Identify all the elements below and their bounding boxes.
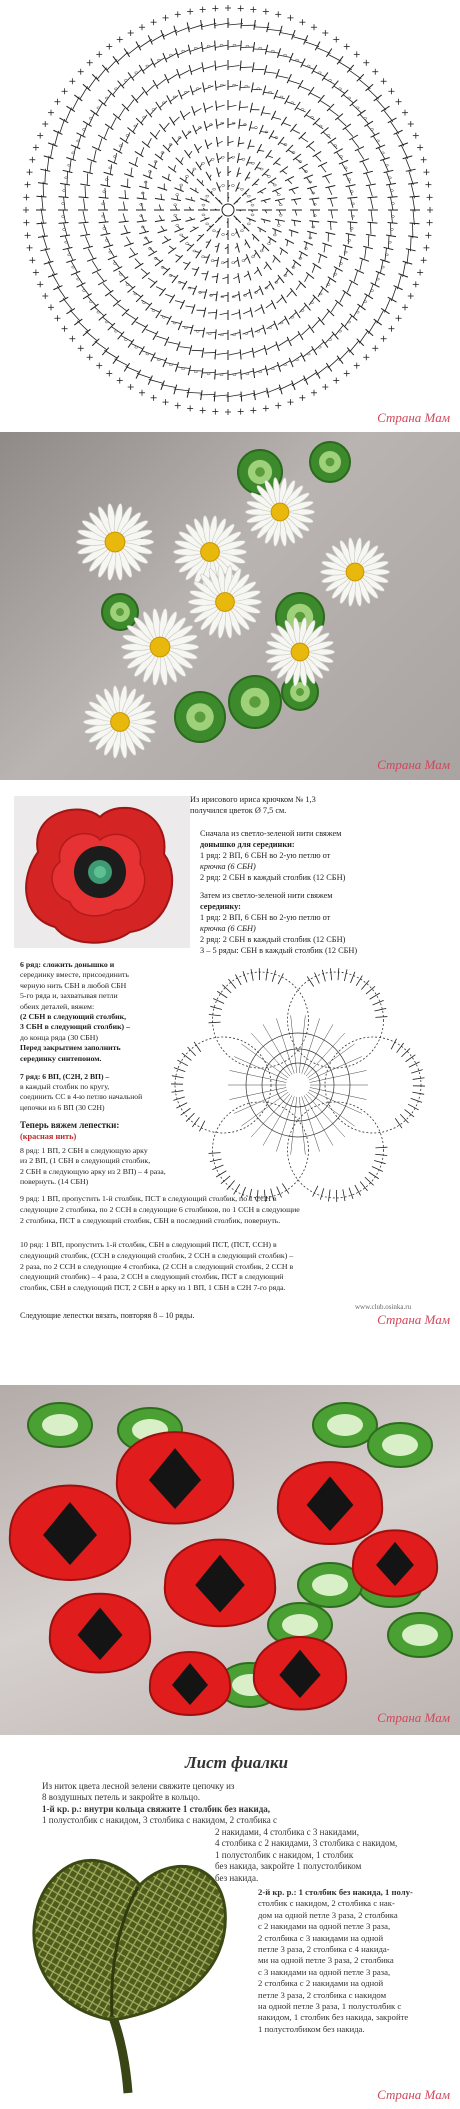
- instruction-line: следующий столбик, (ССН в следующий столбик, 2 ССН в следующий столбик) –: [20, 1250, 294, 1260]
- instruction-line: накидом, 1 столбик без накида, закройте: [258, 2012, 409, 2023]
- petals-note: (красная нить): [20, 1132, 77, 1141]
- instruction-line: Затем из светло-зеленой нити свяжем: [200, 891, 333, 900]
- instruction-line: 10 ряд: 1 ВП, пропустить 1-й столбик, СБН в следующий ПСТ, (ПСТ, ССН) в: [20, 1240, 277, 1249]
- instruction-line: столбик с накидом, 2 столбика с нак-: [258, 1898, 395, 1909]
- round-crochet-chart: [0, 0, 460, 432]
- instruction-line: 2 накидами, 4 столбика с 3 накидами,: [215, 1827, 359, 1837]
- instruction-line: 2-й кр. р.: 1 столбик без накида, 1 полу-: [258, 1887, 413, 1897]
- instruction-line: Перед закрытием заполнить: [20, 1043, 121, 1053]
- instruction-line: 6 ряд: сложить донышко и: [20, 960, 115, 969]
- instruction-line: Из ниток цвета лесной зелени свяжите цепочку из: [42, 1781, 235, 1791]
- watermark: Страна Мам: [377, 2087, 450, 2102]
- instruction-line: Сначала из светло-зеленой нити свяжем: [200, 829, 342, 838]
- base-instructions: [200, 828, 455, 883]
- leaf-intro: [42, 1781, 452, 1827]
- instruction-line: цепочки из 6 ВП (30 С2Н): [20, 1102, 105, 1112]
- watermark: Страна Мам: [377, 757, 450, 772]
- poppies-photo: [0, 1385, 460, 1735]
- instruction-line: петле 3 раза, 2 столбика с накидом: [258, 1989, 387, 2000]
- row9-instructions: [20, 1194, 450, 1226]
- instruction-line: 1-й кр. р.: внутри кольца свяжите 1 столбик без накида,: [42, 1803, 271, 1814]
- instruction-line: столбик, СБН в следующий ПСТ, 2 СБН в арку из 1 ВП, 1 СБН в С2Н 7-го ряда.: [20, 1283, 286, 1293]
- instruction-line: 1 полустолбиком без накида.: [258, 2023, 365, 2034]
- intro-line: Из ирисового ириса крючком № 1,3: [190, 795, 316, 804]
- instruction-line: 2 раза, по 2 ССН в следующие 4 столбика, (2 ССН в следующий столбик, 2 ССН в: [20, 1261, 294, 1271]
- instruction-line: без накида.: [215, 1872, 259, 1883]
- instruction-line: 1 полустолбик с накидом, 3 столбика с накидом, 2 столбика с: [42, 1815, 277, 1826]
- row8-instructions: [20, 1146, 220, 1187]
- instruction-line: ми на одной петле 3 раза, 2 столбика: [258, 1955, 394, 1966]
- watermark: Страна Мам: [377, 410, 450, 425]
- center-instructions: [200, 890, 455, 956]
- poppy-photo: [14, 796, 190, 948]
- row6-instructions: [20, 960, 170, 1064]
- round-crochet-chart-panel: [0, 0, 460, 432]
- instruction-line: 5-го ряда и, захватывая петли: [20, 991, 118, 1001]
- instruction-line: следующий столбик) – 4 раза, 2 ССН в следующий столбик, ПСТ в следующий: [20, 1272, 284, 1282]
- instruction-line: соединить СС в 4-ю петлю начальной: [20, 1092, 143, 1102]
- instruction-line: с 3 накидами на одной петле 3 раза,: [258, 1966, 391, 1977]
- instruction-line: 1 ряд: 2 ВП, 6 СБН во 2-ую петлю от: [200, 851, 331, 860]
- instruction-line: 1 полустолбик с накидом, 1 столбик: [215, 1849, 354, 1860]
- instruction-line: без накида, закройте 1 полустолбиком: [215, 1861, 362, 1872]
- instruction-line: 8 воздушных петель и закройте в кольцо.: [42, 1792, 200, 1803]
- instruction-line: 3 СБН в следующий столбик) –: [20, 1022, 131, 1032]
- poppies-illustration: [0, 1385, 460, 1735]
- footer-note: Следующие лепестки вязать, повторяя 8 – 10 ряды.: [20, 1311, 195, 1320]
- instruction-line: из 2 ВП, (1 СБН в следующий столбик,: [20, 1156, 151, 1166]
- instruction-line: на одной петле 3 раза, 1 полустолбик с: [258, 2001, 402, 2012]
- instruction-line: черную нить СБН в любой СБН: [20, 980, 127, 990]
- instruction-line: петле 3 раза, 2 столбика с 4 накида-: [258, 1944, 390, 1955]
- instruction-line: донышко для серединки:: [200, 840, 295, 849]
- instruction-line: серединку вместе, присоединить: [20, 970, 129, 980]
- instruction-line: 2 столбика с 3 накидами на одной: [258, 1932, 384, 1943]
- instruction-line: 2 СБН в следующую арку из 2 ВП) – 4 раза,: [20, 1166, 166, 1176]
- poppy-pattern-panel: [0, 780, 460, 1385]
- instruction-line: 4 столбика с 2 накидами, 3 столбика с накидом,: [215, 1838, 398, 1849]
- watermark: Страна Мам: [377, 1312, 450, 1327]
- intro-text: [190, 794, 390, 816]
- site-url: www.club.osinka.ru: [355, 1303, 412, 1311]
- leaf-round2: [258, 1887, 458, 2035]
- instruction-line: с 2 накидами на одной петле 3 раза,: [258, 1921, 391, 1932]
- row10-instructions: [20, 1240, 450, 1294]
- row7-instructions: [20, 1072, 170, 1113]
- instruction-line: до конца ряда (30 СБН): [20, 1032, 98, 1042]
- intro-line: получился цветок Ø 7,5 см.: [190, 806, 287, 815]
- instruction-line: крючка (6 СБН): [200, 862, 256, 871]
- leaf-round1: [215, 1827, 455, 1884]
- instruction-line: (2 СБН в следующий столбик,: [20, 1012, 127, 1022]
- petals-heading: [20, 1120, 170, 1142]
- instruction-line: дом на одной петле 3 раза, 2 столбика: [258, 1909, 398, 1920]
- daisy-illustration: [0, 432, 460, 780]
- leaf-title: Лист фиалки: [185, 1753, 289, 1772]
- instruction-line: обеих деталей, вяжем:: [20, 1001, 95, 1011]
- instruction-line: 7 ряд: 6 ВП, (С2Н, 2 ВП) –: [20, 1072, 110, 1081]
- instruction-line: следующие 2 столбика, по 2 ССН в следующие 6 столбиков, по 1 ССН в следующие: [20, 1204, 300, 1214]
- daisy-photo: [0, 432, 460, 780]
- instruction-line: в каждый столбик по кругу,: [20, 1082, 110, 1092]
- violet-leaf-panel: [0, 1735, 460, 2109]
- instruction-line: повернуть. (14 СБН): [20, 1176, 89, 1186]
- instruction-line: серединку синтепоном.: [20, 1053, 102, 1063]
- instruction-line: крючка (6 СБН): [200, 924, 256, 933]
- instruction-line: 3 – 5 ряды: СБН в каждый столбик (12 СБН): [200, 946, 358, 955]
- watermark: Страна Мам: [377, 1710, 450, 1725]
- instruction-line: 2 столбика, ПСТ в следующий столбик, СБН в последний столбик, повернуть.: [20, 1215, 281, 1225]
- instruction-line: 9 ряд: 1 ВП, пропустить 1-й столбик, ПСТ в следующий столбик, по 1 ССН в: [20, 1194, 277, 1203]
- instruction-line: 2 ряд: 2 СБН в каждый столбик (12 СБН): [200, 873, 346, 882]
- instruction-line: 1 ряд: 2 ВП, 6 СБН во 2-ую петлю от: [200, 913, 331, 922]
- instruction-line: 8 ряд: 1 ВП, 2 СБН в следующую арку: [20, 1146, 148, 1155]
- petals-title: Теперь вяжем лепестки:: [20, 1120, 120, 1130]
- instruction-line: 2 столбика с 2 накидами на одной: [258, 1978, 384, 1989]
- instruction-line: 2 ряд: 2 СБН в каждый столбик (12 СБН): [200, 935, 346, 944]
- instruction-line: серединку:: [200, 902, 241, 911]
